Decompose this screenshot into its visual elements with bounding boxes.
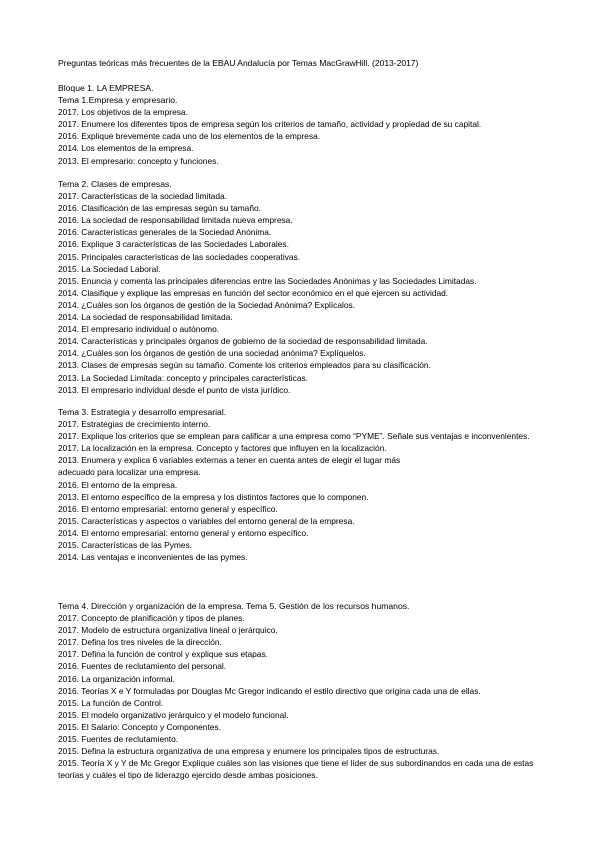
question-item: 2015. Fuentes de reclutamiento. <box>58 734 179 745</box>
section-tema-4-5 <box>58 600 548 781</box>
question-item: 2015. Teoría X y Y de Mc Gregor Explique cuáles son las visiones que tiene el líder de sus subordinandos en cada una de estas teorías y cuáles el tipo de liderazgo ejercido desde ambas posiciones. <box>58 758 534 781</box>
question-item: 2017. Concepto de planificación y tipos de planes. <box>58 613 245 624</box>
question-item: 2013. El empresario: concepto y funciones. <box>58 155 219 166</box>
question-item: 2013. Clases de empresas según su tamaño. Comente los criterios empleados para su clasificación. <box>58 360 431 371</box>
question-item: 2017. Los objetivos de la empresa. <box>58 107 188 118</box>
section-tema-3 <box>58 406 548 563</box>
question-item: 2013. El entorno específico de la empresa y los distintos factores que lo componen. <box>58 491 369 502</box>
question-item: 2016. Explique brevemente cada uno de los elementos de la empresa. <box>58 131 321 142</box>
question-item: 2015. Enuncia y comenta las principales diferencias entre las Sociedades Anónimas y las Sociedades Limitadas. <box>58 275 477 286</box>
question-item: 2014. Características y principales órganos de gobierno de la sociedad de responsabilidad limitada. <box>58 336 428 347</box>
question-item: 2014. Los elementos de la empresa. <box>58 143 194 154</box>
tema-1-heading: Tema 1.Empresa y empresario. <box>58 95 178 106</box>
question-item: 2015. Defina la estructura organizativa de una empresa y enumere los principales tipos de estructuras. <box>58 746 440 757</box>
question-item: 2017. Modelo de estructura organizativa lineal o jerárquico. <box>58 625 278 636</box>
question-item: 2017. La localización en la empresa. Concepto y factores que influyen en la localización. <box>58 443 387 454</box>
question-item: 2014. Las ventajas e inconvenientes de las pymes. <box>58 552 248 563</box>
question-item: 2014. La sociedad de responsabilidad limitada. <box>58 312 233 323</box>
document-title: Preguntas teóricas más frecuentes de la EBAU Andalucía por Temas MacGrawHill. (2013-2017) <box>58 58 419 68</box>
question-item: 2015. La función de Control. <box>58 697 164 708</box>
bloque-heading: Bloque 1. LA EMPRESA. <box>58 83 154 93</box>
question-item: 2017. Defina los tres niveles de la dirección. <box>58 637 222 648</box>
section-tema-2 <box>58 178 548 396</box>
question-item: 2015. Principales características de las sociedades cooperativas. <box>58 251 301 262</box>
question-item: 2014. Clasifique y explique las empresas en función del sector económico en el que ejercen su actividad. <box>58 287 449 298</box>
section-bloque-1 <box>58 82 548 167</box>
question-item: 2016. La organización informal. <box>58 673 175 684</box>
question-item: 2016. Fuentes de reclutamiento del personal. <box>58 661 227 672</box>
question-item: 2014. ¿Cuáles son los órganos de gestión de la Sociedad Anónima? Explícalos. <box>58 299 356 310</box>
question-item: 2015. El modelo organizativo jerárquico y el modelo funcional. <box>58 709 289 720</box>
question-item: 2016. Teorías X e Y formuladas por Douglas Mc Gregor indicando el estilo directivo que origina cada una de ellas. <box>58 685 481 696</box>
tema-3-heading: Tema 3. Estrategia y desarrollo empresarial. <box>58 407 227 417</box>
question-item: 2017. Explique los criterios que se emplean para calificar a una empresa como “PYME”. Señale sus ventajas e inconvenientes. <box>58 431 530 442</box>
question-item: 2014. ¿Cuáles son los órganos de gestión de una sociedad anónima? Explíquelos. <box>58 348 366 359</box>
tema-2-heading: Tema 2. Clases de empresas. <box>58 179 172 189</box>
question-item: 2015. El Salario: Concepto y Componentes. <box>58 721 221 732</box>
question-item: 2014. El empresario individual o autónomo. <box>58 324 220 335</box>
tema-4-heading: Tema 4. Dirección y organización de la empresa. Tema 5. Gestión de los recursos humanos. <box>58 601 410 611</box>
question-item: 2013. El empresario individual desde el punto de vista jurídico. <box>58 384 291 395</box>
question-item: 2014. El entorno empresarial: entorno general y entorno específico. <box>58 527 309 538</box>
question-item: 2016. Explique 3 características de las Sociedades Laborales. <box>58 239 289 250</box>
question-item: 2013. La Sociedad Limitada: concepto y principales características. <box>58 372 308 383</box>
question-item: 2016. Características generales de la Sociedad Anónima. <box>58 227 272 238</box>
question-item: 2017. Estrategias de crecimiento interno. <box>58 419 211 430</box>
question-item: 2013. Enumera y explica 6 variables externas a tener en cuenta antes de elegir el lugar más <box>58 455 401 466</box>
question-item: 2015. Características de las Pymes. <box>58 540 193 551</box>
question-item: 2015. Características y aspectos o variables del entorno general de la empresa. <box>58 515 355 526</box>
question-item: adecuado para localizar una empresa. <box>58 467 201 478</box>
question-item: 2016. El entorno empresarial: entorno general y específico. <box>58 503 278 514</box>
question-item: 2017. Defina la función de control y explique sus etapas. <box>58 649 268 660</box>
question-item: 2017. Características de la sociedad limitada. <box>58 191 227 202</box>
question-item: 2016. Clasificación de las empresas según su tamaño. <box>58 203 261 214</box>
question-item: 2016. El entorno de la empresa. <box>58 479 178 490</box>
question-item: 2017. Enumere los diferentes tipos de empresa según los criterios de tamaño, actividad y propiedad de su capital. <box>58 119 482 130</box>
question-item: 2015. La Sociedad Laboral. <box>58 263 161 274</box>
question-item: 2016. La sociedad de responsabilidad limitada nueva empresa. <box>58 215 293 226</box>
